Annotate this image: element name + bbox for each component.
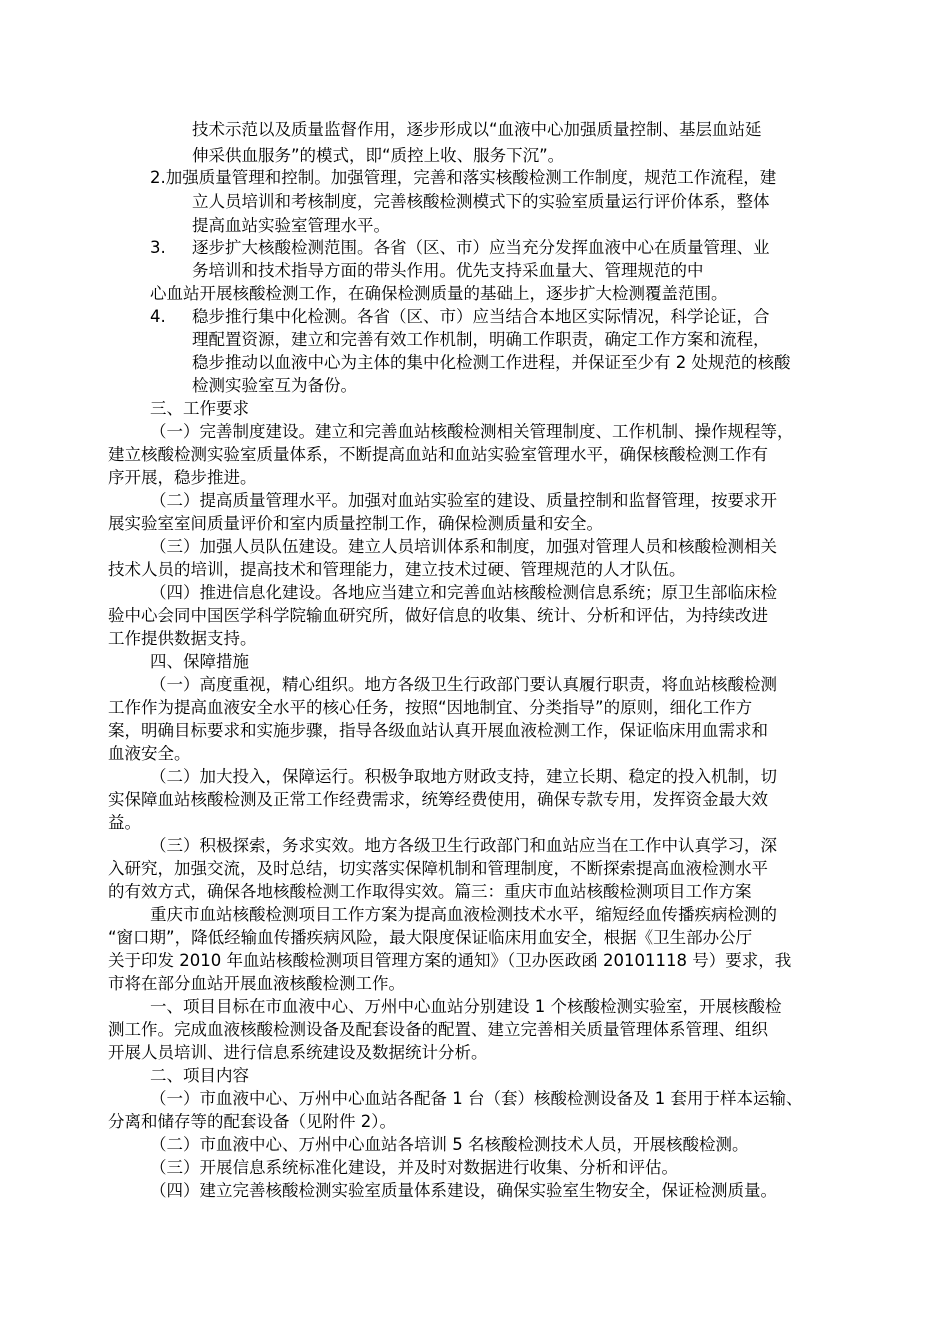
text-line: 案，明确目标要求和实施步骤，指导各级血站认真开展血液检测工作，保证临床用血需求和 [108, 721, 768, 740]
text-line: （二）市血液中心、万州中心血站各培训 5 名核酸检测技术人员，开展核酸检测。 [150, 1135, 749, 1154]
text-line: 分离和储存等的配套设备（见附件 2）。 [108, 1112, 396, 1131]
text-line: 测工作。完成血液核酸检测设备及配套设备的配置、建立完善相关质量管理体系管理、组织 [108, 1020, 768, 1039]
text-line: 的有效方式，确保各地核酸检测工作取得实效。篇三：重庆市血站核酸检测项目工作方案 [108, 882, 752, 901]
text-line: 务培训和技术指导方面的带头作用。优先支持采血量大、管理规范的中 [192, 261, 704, 280]
text-line: 逐步扩大核酸检测范围。各省（区、市）应当充分发挥血液中心在质量管理、业 [192, 238, 770, 257]
text-line: （二）加大投入，保障运行。积极争取地方财政支持，建立长期、稳定的投入机制，切 [150, 767, 777, 786]
list-number: 4. [150, 307, 166, 326]
text-line: 立人员培训和考核制度，完善核酸检测模式下的实验室质量运行评价体系，整体 [192, 192, 770, 211]
text-line: 技术示范以及质量监督作用，逐步形成以“血液中心加强质量控制、基层血站延 [192, 120, 762, 139]
text-line: （四）建立完善核酸检测实验室质量体系建设，确保实验室生物安全，保证检测质量。 [150, 1181, 777, 1200]
text-line: 工作作为提高血液安全水平的核心任务，按照“因地制宜、分类指导”的原则，细化工作方 [108, 698, 753, 717]
text-line: （一）完善制度建设。建立和完善血站核酸检测相关管理制度、工作机制、操作规程等， [150, 422, 794, 441]
text-line: （二）提高质量管理水平。加强对血站实验室的建设、质量控制和监督管理，按要求开 [150, 491, 777, 510]
text-line: 益。 [108, 813, 141, 832]
text-line: 展实验室室间质量评价和室内质量控制工作，确保检测质量和安全。 [108, 514, 603, 533]
text-line: （一）高度重视，精心组织。地方各级卫生行政部门要认真履行职责，将血站核酸检测 [150, 675, 777, 694]
text-line: 心血站开展核酸检测工作，在确保检测质量的基础上，逐步扩大检测覆盖范围。 [150, 284, 728, 303]
list-number: 3. [150, 238, 166, 257]
text-line: 稳步推动以血液中心为主体的集中化检测工作进程，并保证至少有 2 处规范的核酸 [192, 353, 791, 372]
text-line: 开展人员培训、进行信息系统建设及数据统计分析。 [108, 1043, 488, 1062]
text-line: 稳步推行集中化检测。各省（区、市）应当结合本地区实际情况，科学论证，合 [192, 307, 770, 326]
text-line: 序开展，稳步推进。 [108, 468, 257, 487]
text-line: 检测实验室互为备份。 [192, 376, 357, 395]
text-line: （三）加强人员队伍建设。建立人员培训体系和制度，加强对管理人员和核酸检测相关 [150, 537, 777, 556]
section-heading: 四、保障措施 [150, 652, 249, 671]
text-line: （三）积极探索，务求实效。地方各级卫生行政部门和血站应当在工作中认真学习，深 [150, 836, 777, 855]
text-line: 入研究，加强交流，及时总结，切实落实保障机制和管理制度，不断探索提高血液检测水平 [108, 859, 768, 878]
text-line: 血液安全。 [108, 744, 191, 763]
text-line: 技术人员的培训，提高技术和管理能力，建立技术过硬、管理规范的人才队伍。 [108, 560, 686, 579]
section-heading: 二、项目内容 [150, 1066, 249, 1085]
text-line: 建立核酸检测实验室质量体系，不断提高血站和血站实验室管理水平，确保核酸检测工作有 [108, 445, 768, 464]
text-line: 一、项目目标在市血液中心、万州中心血站分别建设 1 个核酸检测实验室，开展核酸检 [150, 997, 782, 1016]
text-line: “窗口期”，降低经输血传播疾病风险，最大限度保证临床用血安全，根据《卫生部办公厅 [108, 928, 753, 947]
text-line: （一）市血液中心、万州中心血站各配备 1 台（套）核酸检测设备及 1 套用于样本运输、 [150, 1089, 803, 1108]
text-line: 关于印发 2010 年血站核酸检测项目管理方案的通知》（卫办医政函 20101118 号）要求，我 [108, 951, 792, 970]
text-line: 市将在部分血站开展血液核酸检测工作。 [108, 974, 405, 993]
text-line: 提高血站实验室管理水平。 [192, 216, 390, 235]
text-line: （三）开展信息系统标准化建设，并及时对数据进行收集、分析和评估。 [150, 1158, 678, 1177]
text-line: 实保障血站核酸检测及正常工作经费需求，统筹经费使用，确保专款专用，发挥资金最大效 [108, 790, 768, 809]
section-heading: 三、工作要求 [150, 399, 249, 418]
text-line: 验中心会同中国医学科学院输血研究所，做好信息的收集、统计、分析和评估，为持续改进 [108, 606, 768, 625]
text-line: 2.加强质量管理和控制。加强管理，完善和落实核酸检测工作制度，规范工作流程，建 [150, 168, 777, 187]
text-line: 伸采供血服务”的模式，即“质控上收、服务下沉”。 [192, 146, 565, 165]
text-line: 理配置资源，建立和完善有效工作机制，明确工作职责，确定工作方案和流程， [192, 330, 770, 349]
text-line: （四）推进信息化建设。各地应当建立和完善血站核酸检测信息系统；原卫生部临床检 [150, 583, 777, 602]
text-line: 重庆市血站核酸检测项目工作方案为提高血液检测技术水平，缩短经血传播疾病检测的 [150, 905, 777, 924]
text-line: 工作提供数据支持。 [108, 629, 257, 648]
